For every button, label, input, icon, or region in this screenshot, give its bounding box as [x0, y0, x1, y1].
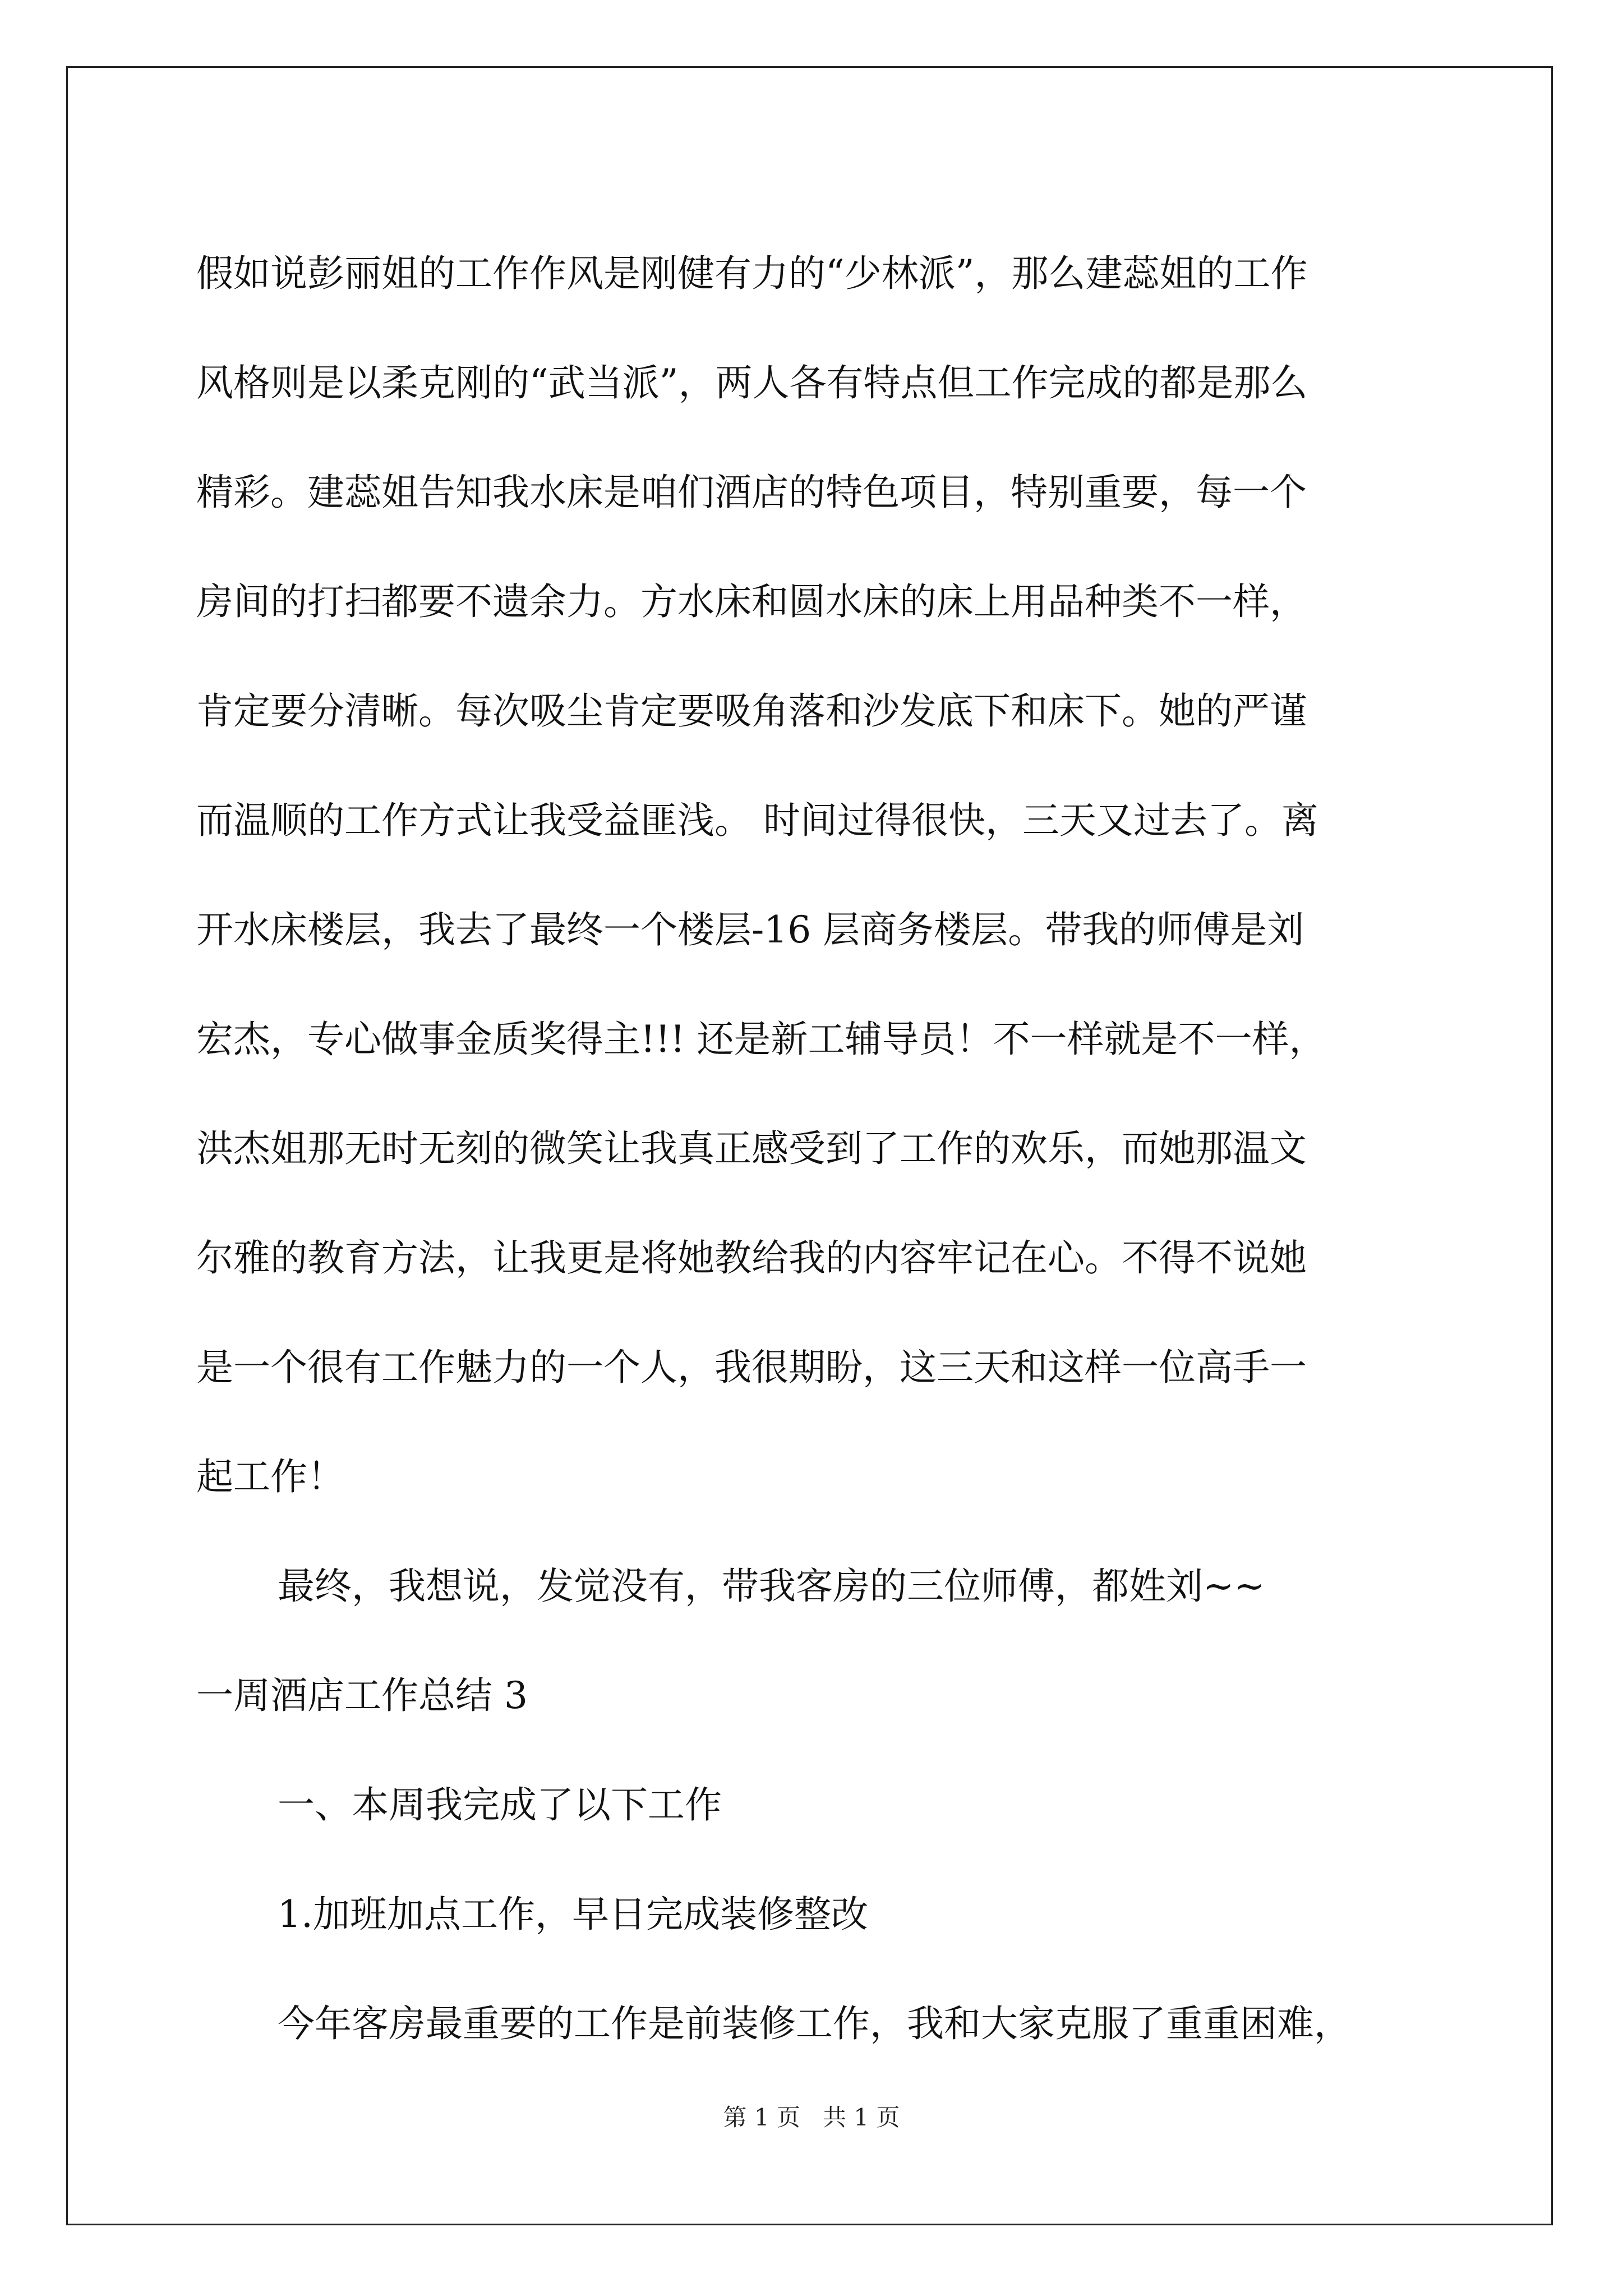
body-line: 宏杰，专心做事金质奖得主!!! 还是新工辅导员！不一样就是不一样， — [196, 1018, 1326, 1061]
body-line: 开水床楼层，我去了最终一个楼层-16 层商务楼层。带我的师傅是刘 — [196, 908, 1304, 951]
body-line: 而温顺的工作方式让我受益匪浅。 时间过得很快，三天又过去了。离 — [196, 799, 1318, 842]
closing-line: 最终，我想说，发觉没有，带我客房的三位师傅，都姓刘~~ — [278, 1565, 1265, 1608]
body-line: 是一个很有工作魅力的一个人，我很期盼，这三天和这样一位高手一 — [196, 1346, 1307, 1389]
body-line: 房间的打扫都要不遗余力。方水床和圆水床的床上用品种类不一样， — [196, 580, 1307, 623]
body-line: 起工作！ — [196, 1455, 344, 1498]
body-line: 肯定要分清晰。每次吸尘肯定要吸角落和沙发底下和床下。她的严谨 — [196, 689, 1307, 733]
body-line: 精彩。建蕊姐告知我水床是咱们酒店的特色项目，特别重要，每一个 — [196, 471, 1307, 514]
page-footer: 第 1 页 共 1 页 — [723, 2104, 900, 2131]
body-line: 风格则是以柔克刚的“武当派”，两人各有特点但工作完成的都是那么 — [196, 361, 1308, 404]
list-item: 1.加班加点工作，早日完成装修整改 — [278, 1893, 868, 1936]
section-heading: 一、本周我完成了以下工作 — [278, 1783, 722, 1826]
body-line: 今年客房最重要的工作是前装修工作，我和大家克服了重重困难， — [278, 2002, 1351, 2045]
section-title: 一周酒店工作总结 3 — [196, 1674, 528, 1717]
document-body — [196, 219, 1447, 2078]
body-line: 洪杰姐那无时无刻的微笑让我真正感受到了工作的欢乐，而她那温文 — [196, 1127, 1307, 1170]
body-line: 假如说彭丽姐的工作作风是刚健有力的“少林派”，那么建蕊姐的工作 — [196, 252, 1308, 295]
body-line: 尔雅的教育方法，让我更是将她教给我的内容牢记在心。不得不说她 — [196, 1236, 1307, 1280]
